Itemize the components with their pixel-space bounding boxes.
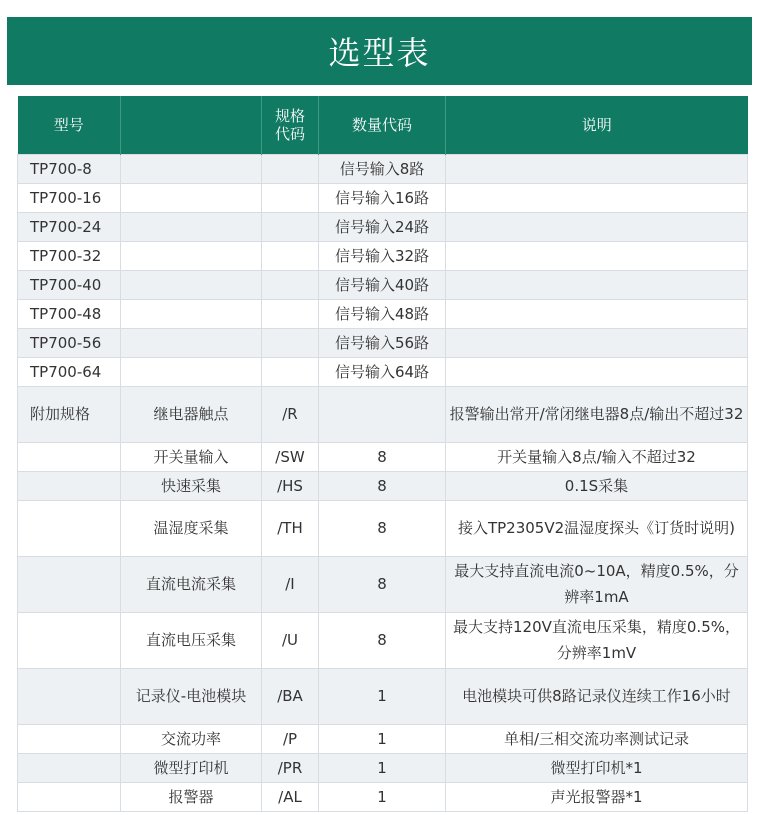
option-code: /P bbox=[262, 724, 319, 753]
model-row bbox=[18, 270, 748, 299]
model-cell: TP700-56 bbox=[18, 328, 121, 357]
option-name: 直流电流采集 bbox=[121, 556, 262, 612]
option-name: 报警器 bbox=[121, 782, 262, 811]
option-desc: 单相/三相交流功率测试记录 bbox=[446, 724, 748, 753]
option-desc: 报警输出常开/常闭继电器8点/输出不超过32 bbox=[446, 386, 748, 442]
header-model: 型号 bbox=[18, 96, 121, 154]
model-row bbox=[18, 154, 748, 183]
model-row bbox=[18, 299, 748, 328]
option-qty: 8 bbox=[319, 556, 446, 612]
option-row bbox=[18, 753, 748, 782]
model-cell: TP700-16 bbox=[18, 183, 121, 212]
option-row bbox=[18, 471, 748, 500]
option-row bbox=[18, 386, 748, 442]
option-row bbox=[18, 612, 748, 668]
model-row bbox=[18, 241, 748, 270]
option-code: /SW bbox=[262, 442, 319, 471]
option-name: 开关量输入 bbox=[121, 442, 262, 471]
page-title: 选型表 bbox=[7, 17, 752, 85]
option-row bbox=[18, 556, 748, 612]
option-row bbox=[18, 442, 748, 471]
option-qty: 8 bbox=[319, 612, 446, 668]
selection-table bbox=[17, 96, 748, 812]
option-name: 微型打印机 bbox=[121, 753, 262, 782]
header-qty-code: 数量代码 bbox=[319, 96, 446, 154]
option-name: 记录仪-电池模块 bbox=[121, 668, 262, 724]
qty-cell: 信号输入48路 bbox=[319, 299, 446, 328]
option-qty: 8 bbox=[319, 442, 446, 471]
option-desc: 0.1S采集 bbox=[446, 471, 748, 500]
option-qty: 1 bbox=[319, 724, 446, 753]
option-code: /HS bbox=[262, 471, 319, 500]
option-name: 继电器触点 bbox=[121, 386, 262, 442]
option-name: 温湿度采集 bbox=[121, 500, 262, 556]
option-code: /AL bbox=[262, 782, 319, 811]
option-code: /BA bbox=[262, 668, 319, 724]
model-cell: TP700-48 bbox=[18, 299, 121, 328]
option-desc: 微型打印机*1 bbox=[446, 753, 748, 782]
model-cell: TP700-24 bbox=[18, 212, 121, 241]
model-cell: TP700-32 bbox=[18, 241, 121, 270]
option-row bbox=[18, 500, 748, 556]
option-desc: 开关量输入8点/输入不超过32 bbox=[446, 442, 748, 471]
qty-cell: 信号输入24路 bbox=[319, 212, 446, 241]
model-row bbox=[18, 328, 748, 357]
header-blank bbox=[121, 96, 262, 154]
qty-cell: 信号输入16路 bbox=[319, 183, 446, 212]
header-spec-code: 规格 代码 bbox=[262, 96, 319, 154]
model-cell: TP700-40 bbox=[18, 270, 121, 299]
option-qty: 1 bbox=[319, 782, 446, 811]
qty-cell: 信号输入40路 bbox=[319, 270, 446, 299]
option-code: /I bbox=[262, 556, 319, 612]
qty-cell: 信号输入8路 bbox=[319, 154, 446, 183]
option-desc: 接入TP2305V2温湿度探头《订货时说明) bbox=[446, 500, 748, 556]
option-desc: 最大支持120V直流电压采集，精度0.5%，分辨率1mV bbox=[446, 612, 748, 668]
qty-cell: 信号输入64路 bbox=[319, 357, 446, 386]
option-qty: 1 bbox=[319, 753, 446, 782]
qty-cell: 信号输入32路 bbox=[319, 241, 446, 270]
model-row bbox=[18, 212, 748, 241]
option-code: /R bbox=[262, 386, 319, 442]
option-qty: 1 bbox=[319, 668, 446, 724]
option-qty: 8 bbox=[319, 500, 446, 556]
option-row bbox=[18, 668, 748, 724]
model-cell: TP700-8 bbox=[18, 154, 121, 183]
table-header-row bbox=[18, 96, 748, 154]
option-name: 交流功率 bbox=[121, 724, 262, 753]
option-code: /TH bbox=[262, 500, 319, 556]
option-desc: 电池模块可供8路记录仪连续工作16小时 bbox=[446, 668, 748, 724]
option-desc: 声光报警器*1 bbox=[446, 782, 748, 811]
option-name: 直流电压采集 bbox=[121, 612, 262, 668]
option-row bbox=[18, 724, 748, 753]
option-row bbox=[18, 782, 748, 811]
options-label: 附加规格 bbox=[18, 386, 121, 442]
model-cell: TP700-64 bbox=[18, 357, 121, 386]
header-description: 说明 bbox=[446, 96, 748, 154]
option-qty: 8 bbox=[319, 471, 446, 500]
option-desc: 最大支持直流电流0~10A，精度0.5%，分辨率1mA bbox=[446, 556, 748, 612]
option-name: 快速采集 bbox=[121, 471, 262, 500]
qty-cell: 信号输入56路 bbox=[319, 328, 446, 357]
model-row bbox=[18, 183, 748, 212]
option-code: /U bbox=[262, 612, 319, 668]
model-row bbox=[18, 357, 748, 386]
option-code: /PR bbox=[262, 753, 319, 782]
option-qty bbox=[319, 386, 446, 442]
